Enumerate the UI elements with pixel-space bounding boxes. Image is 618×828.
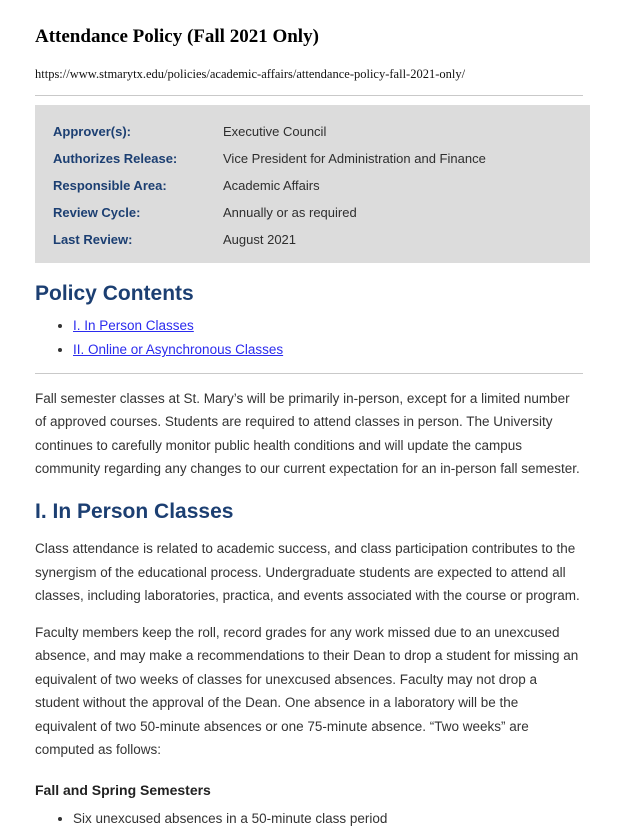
toc-link-in-person-classes[interactable]: I. In Person Classes [73, 318, 194, 334]
metadata-label: Responsible Area: [53, 178, 167, 194]
toc-item [73, 343, 583, 358]
in-person-classes-heading: I. In Person Classes [35, 499, 234, 523]
metadata-value: Annually or as required [223, 205, 357, 221]
page-title: Attendance Policy (Fall 2021 Only) [35, 26, 319, 47]
policy-metadata-box [35, 105, 590, 263]
metadata-value: Academic Affairs [223, 178, 320, 194]
toc-link-online-asynchronous-classes[interactable]: II. Online or Asynchronous Classes [73, 342, 284, 358]
divider-contents [35, 373, 583, 374]
fall-spring-semesters-subheading: Fall and Spring Semesters [35, 781, 211, 798]
metadata-row-review-cycle [53, 199, 572, 226]
metadata-label: Approver(s): [53, 124, 132, 140]
fall-spring-bullet-list [35, 810, 583, 828]
in-person-paragraph-1: Class attendance is related to academic success, and class participation contributes to the synergism of the educational process. Undergraduate students are expected to attend all classes, including laboratories, practica, and events associated with the course or program. [35, 541, 580, 604]
metadata-value: Executive Council [223, 124, 327, 140]
bullet-item: • Six unexcused absences in a 50-minute class period [73, 810, 583, 828]
metadata-row-last-review [53, 226, 572, 253]
metadata-label: Review Cycle: [53, 205, 141, 221]
toc-item [73, 319, 583, 334]
policy-contents-heading: Policy Contents [35, 282, 194, 306]
in-person-paragraph-2: Faculty members keep the roll, record grades for any work missed due to an unexcused absence, and may make a recommendations to their Dean to drop a student for missing an equivalent of two weeks of classes for unexcused absences. Faculty may not drop a student without the approval of the Dean. One absence in a laboratory will be the equivalent of two 50-minute absences or one 75-minute absence. “Two weeks” are computed as follows: [35, 624, 579, 758]
metadata-row-responsible-area [53, 172, 572, 199]
metadata-label: Last Review: [53, 232, 133, 248]
metadata-row-authorizes-release [53, 145, 572, 172]
metadata-value: August 2021 [223, 232, 297, 248]
metadata-row-approver [53, 118, 572, 145]
divider-top [35, 95, 583, 96]
policy-contents-list [35, 319, 583, 358]
metadata-value: Vice President for Administration and Finance [223, 151, 486, 167]
metadata-label: Authorizes Release: [53, 151, 178, 167]
intro-paragraph: Fall semester classes at St. Mary’s will be primarily in-person, except for a limited number of approved courses. Students are required to attend classes in person. The University continues to carefully monitor public health conditions and will update the campus community regarding any changes to our current expectation for an in-person fall semester. [35, 390, 580, 477]
page-url: https://www.stmarytx.edu/policies/academic-affairs/attendance-policy-fall-2021-only/ [35, 66, 466, 81]
